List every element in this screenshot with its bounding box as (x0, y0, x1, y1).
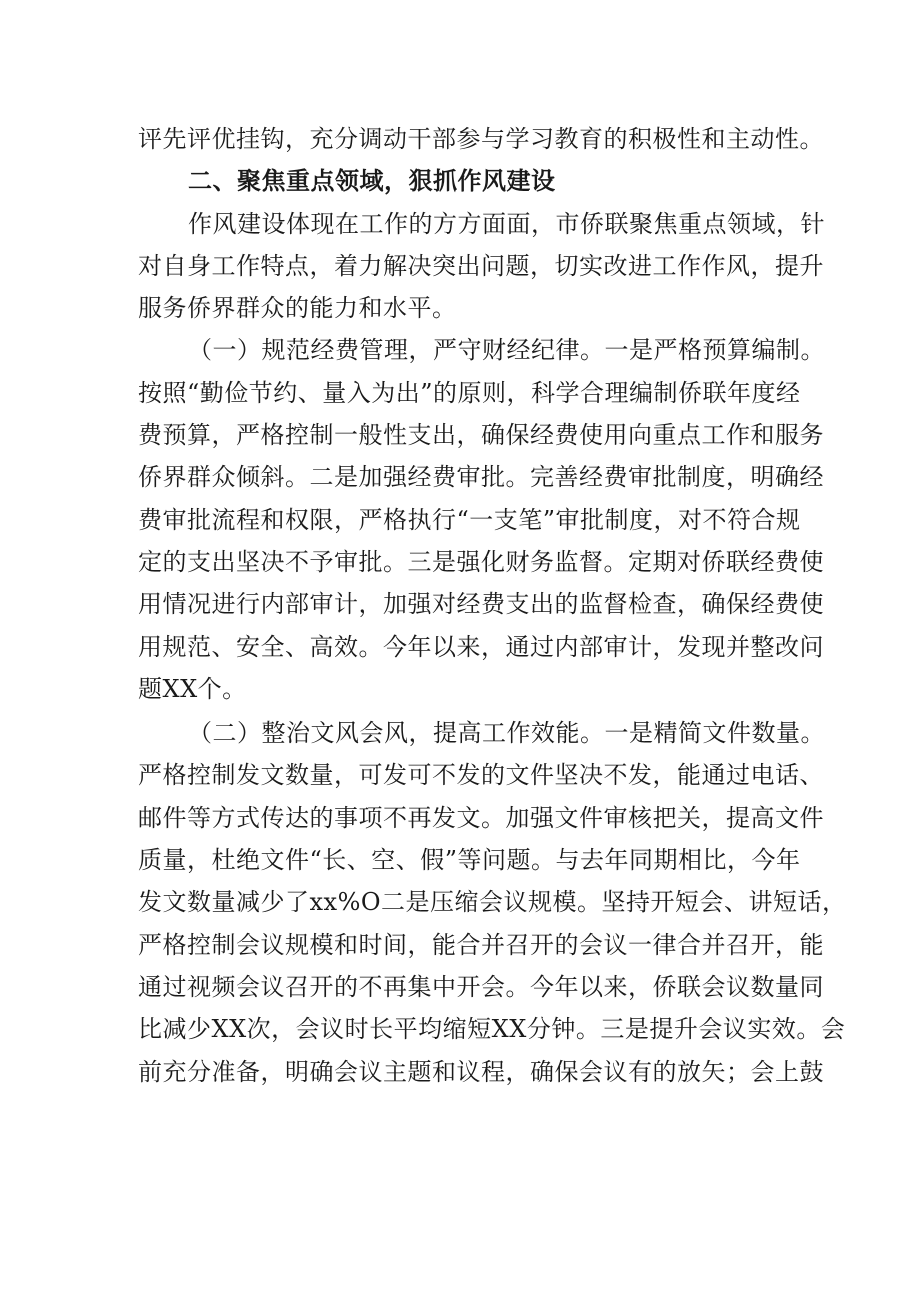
text-line: 通过视频会议召开的不再集中开会。今年以来，侨联会议数量同 (138, 972, 824, 1001)
text-line: 前充分准备，明确会议主题和议程，确保会议有的放矢；会上鼓 (138, 1057, 824, 1086)
text-line: 费预算，严格控制一般性支出，确保经费使用向重点工作和服务 (138, 421, 824, 450)
text-line: 服务侨界群众的能力和水平。 (138, 294, 457, 323)
text-line: 题XX个。 (138, 674, 247, 703)
text-line: 用规范、安全、高效。今年以来，通过内部审计，发现并整改问 (138, 632, 824, 661)
text-line: 严格控制发文数量，可发可不发的文件坚决不发，能通过电话、 (138, 761, 824, 790)
document-body (138, 118, 847, 1093)
text-line: 定的支出坚决不予审批。三是强化财务监督。定期对侨联经费使 (138, 547, 824, 576)
text-line: 邮件等方式传达的事项不再发文。加强文件审核把关，提高文件 (138, 803, 824, 832)
text-line: 质量，杜绝文件“长、空、假”等问题。与去年同期相比，今年 (138, 846, 801, 875)
text-line: （二）整治文风会风，提高工作效能。一是精简文件数量。 (188, 719, 825, 748)
text-line: （一）规范经费管理，严守财经纪律。一是严格预算编制。 (188, 336, 825, 365)
text-line: 评先评优挂钩，充分调动干部参与学习教育的积极性和主动性。 (138, 125, 824, 153)
text-line: 比减少XX次，会议时长平均缩短XX分钟。三是提升会议实效。会 (138, 1015, 846, 1044)
text-line: 发文数量减少了xx%O二是压缩会议规模。坚持开短会、讲短话， (138, 888, 847, 917)
text-line: 费审批流程和权限，严格执行“一支笔”审批制度，对不符合规 (138, 505, 801, 534)
text-line: 对自身工作特点，着力解决突出问题，切实改进工作作风，提升 (138, 251, 824, 280)
text-line: 用情况进行内部审计，加强对经费支出的监督检查，确保经费使 (138, 590, 824, 619)
text-line: 作风建设体现在工作的方方面面，市侨联聚焦重点领域，针 (188, 209, 825, 238)
text-line: 严格控制会议规模和时间，能合并召开的会议一律合并召开，能 (138, 930, 824, 959)
text-line: 侨界群众倾斜。二是加强经费审批。完善经费审批制度，明确经 (138, 463, 824, 492)
text-line: 按照“勤俭节约、量入为出”的原则，科学合理编制侨联年度经 (138, 378, 801, 407)
section-heading: 二、聚焦重点领域，狠抓作风建设 (188, 167, 556, 196)
